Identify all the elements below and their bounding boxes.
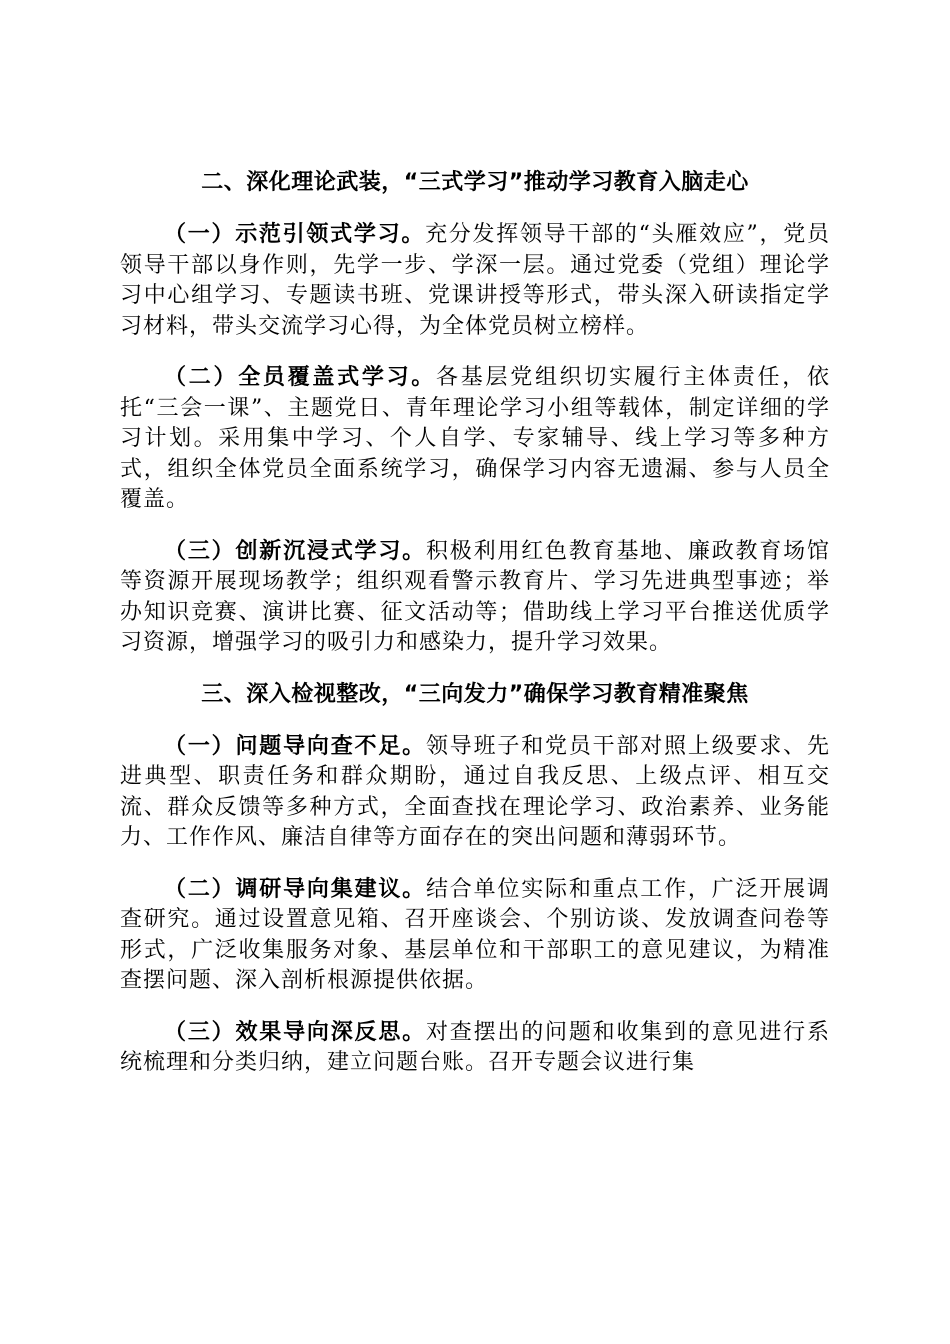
paragraph: [120, 537, 830, 659]
paragraph-body: 对查摆出的问题和收集到的意见进行系统梳理和分类归纳，建立问题台账。召开专题会议进行集: [120, 1019, 830, 1075]
paragraph-lead: （一）问题导向查不足。: [164, 733, 426, 759]
paragraph: [120, 1018, 830, 1079]
paragraph: [120, 220, 830, 342]
section-2: [120, 168, 830, 659]
paragraph-body: 积极利用红色教育基地、廉政教育场馆等资源开展现场教学；组织观看警示教育片、学习先进典型事迹；举办知识竞赛、演讲比赛、征文活动等；借助线上学习平台推送优质学习资源，增强学习的吸引力和感染力，提升学习效果。: [120, 538, 830, 655]
paragraph-lead: （三）效果导向深反思。: [164, 1019, 426, 1045]
paragraph-body: 各基层党组织切实履行主体责任，依托“三会一课”、主题党日、青年理论学习小组等载体，制定详细的学习计划。采用集中学习、个人自学、专家辅导、线上学习等多种方式，组织全体党员全面系统学习，确保学习内容无遗漏、参与人员全覆盖。: [120, 365, 830, 512]
section-heading: 三、深入检视整改，“三向发力”确保学习教育精准聚焦: [201, 681, 749, 707]
paragraph-lead: （一）示范引领式学习。: [164, 222, 426, 247]
paragraph: [120, 875, 830, 997]
paragraph-body: 结合单位实际和重点工作，广泛开展调查研究。通过设置意见箱、召开座谈会、个别访谈、发放调查问卷等形式，广泛收集服务对象、基层单位和干部职工的意见建议，为精准查摆问题、深入剖析根源提供依据。: [120, 876, 830, 993]
paragraph-body: 充分发挥领导干部的“头雁效应”，党员领导干部以身作则，先学一步、学深一层。通过党委（党组）理论学习中心组学习、专题读书班、党课讲授等形式，带头深入研读指定学习材料，带头交流学习心得，为全体党员树立榜样。: [120, 222, 830, 339]
paragraph: [120, 732, 830, 854]
paragraph-body: 领导班子和党员干部对照上级要求、先进典型、职责任务和群众期盼，通过自我反思、上级点评、相互交流、群众反馈等多种方式，全面查找在理论学习、政治素养、业务能力、工作作风、廉洁自律等方面存在的突出问题和薄弱环节。: [120, 733, 830, 850]
paragraph-lead: （二）全员覆盖式学习。: [164, 365, 437, 390]
section-heading: 二、深化理论武装，“三式学习”推动学习教育入脑走心: [201, 170, 749, 195]
paragraph-lead: （二）调研导向集建议。: [164, 876, 426, 902]
document-body: [120, 168, 830, 1100]
paragraph-lead: （三）创新沉浸式学习。: [164, 538, 426, 564]
paragraph: [120, 363, 830, 516]
section-3: [120, 680, 830, 1079]
